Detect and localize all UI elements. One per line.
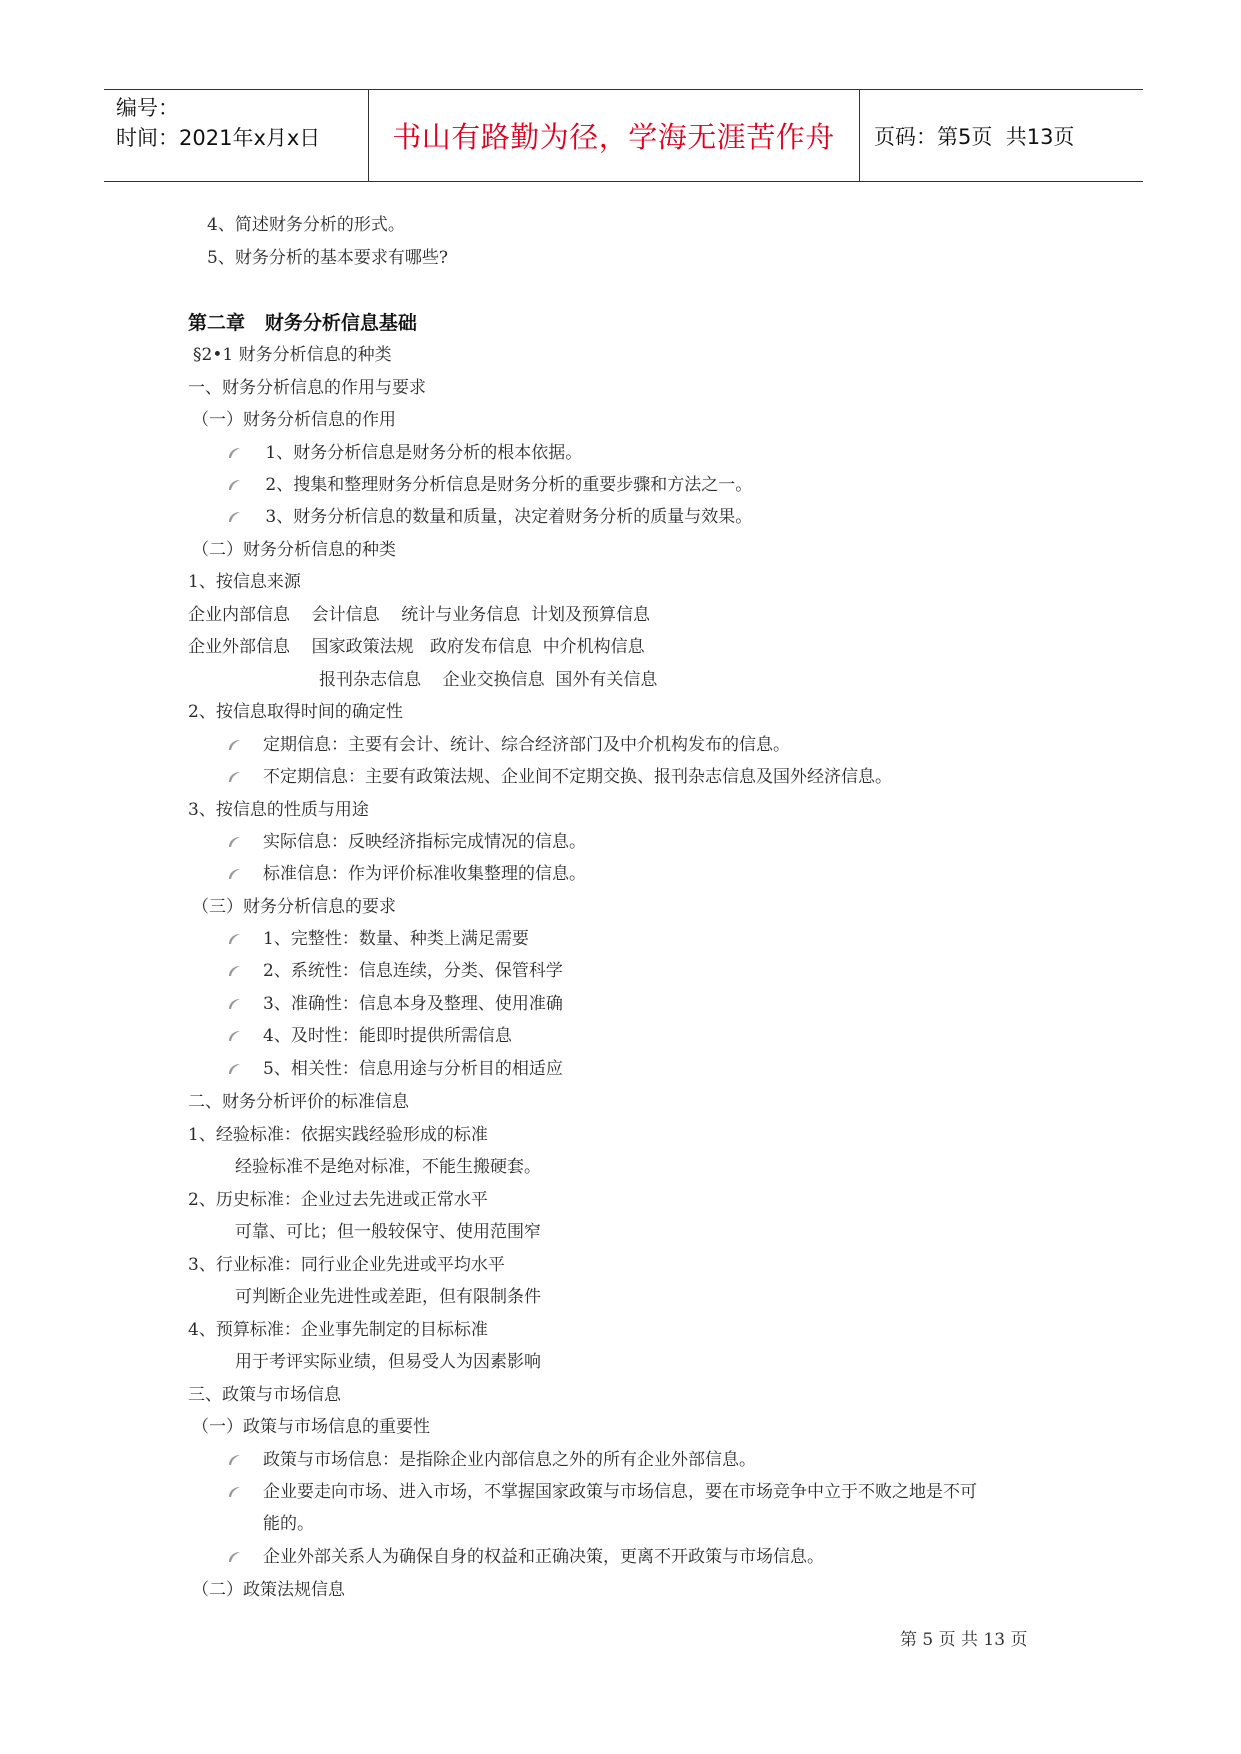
text-line: 3、行业标准：同行业企业先进或平均水平 — [188, 1255, 505, 1275]
bullet-icon — [226, 867, 241, 880]
text-line: 可靠、可比；但一般较保守、使用范围窄 — [235, 1222, 541, 1242]
bullet-icon — [226, 997, 241, 1010]
text-line: 三、政策与市场信息 — [188, 1385, 341, 1405]
section-heading: §2•1 财务分析信息的种类 — [193, 345, 392, 365]
text-line: 2、按信息取得时间的确定性 — [188, 702, 403, 722]
text-line: 2、历史标准：企业过去先进或正常水平 — [188, 1190, 488, 1210]
bullet-icon — [226, 835, 241, 848]
text-line: 1、按信息来源 — [188, 572, 301, 592]
bullet-item: 实际信息：反映经济指标完成情况的信息。 — [263, 832, 586, 852]
bullet-icon — [226, 932, 241, 945]
bullet-item: 企业外部关系人为确保自身的权益和正确决策，更离不开政策与市场信息。 — [263, 1547, 824, 1567]
bullet-item: 3、准确性：信息本身及整理、使用准确 — [263, 994, 563, 1014]
text-line: 企业内部信息 会计信息 统计与业务信息 计划及预算信息 — [188, 605, 651, 625]
bullet-item: 企业要走向市场、进入市场，不掌握国家政策与市场信息，要在市场竞争中立于不败之地是不可 — [263, 1482, 977, 1502]
text-line: 1、经验标准：依据实践经验形成的标准 — [188, 1125, 488, 1145]
header-page-label: 页码：第5页 共13页 — [874, 124, 1075, 149]
bullet-icon — [226, 1550, 241, 1563]
bullet-icon — [226, 1453, 241, 1466]
header-meta — [116, 93, 320, 153]
bullet-item: 定期信息：主要有会计、统计、综合经济部门及中介机构发布的信息。 — [263, 735, 790, 755]
text-line: 企业外部信息 国家政策法规 政府发布信息 中介机构信息 — [188, 637, 645, 657]
question-line: 5、财务分析的基本要求有哪些? — [207, 248, 448, 268]
question-line: 4、简述财务分析的形式。 — [207, 215, 405, 235]
header-divider — [859, 89, 860, 182]
text-line: 经验标准不是绝对标准，不能生搬硬套。 — [235, 1157, 541, 1177]
text-line: （三）财务分析信息的要求 — [192, 897, 396, 917]
header-number-label: 编号： — [116, 96, 179, 120]
text-line: 可判断企业先进性或差距，但有限制条件 — [235, 1287, 541, 1307]
bullet-icon — [226, 1029, 241, 1042]
bullet-icon — [226, 446, 241, 459]
bullet-item: 标准信息：作为评价标准收集整理的信息。 — [263, 864, 586, 884]
page-header — [104, 89, 1143, 182]
text-line: 一、财务分析信息的作用与要求 — [188, 378, 426, 398]
text-line: （一）政策与市场信息的重要性 — [192, 1417, 430, 1437]
bullet-item: 5、相关性：信息用途与分析目的相适应 — [263, 1059, 563, 1079]
bullet-item: 2、系统性：信息连续，分类、保管科学 — [263, 961, 563, 981]
bullet-item: 政策与市场信息：是指除企业内部信息之外的所有企业外部信息。 — [263, 1450, 756, 1470]
header-time-label: 时间：2021年x月x日 — [116, 126, 321, 150]
text-line: 二、财务分析评价的标准信息 — [188, 1092, 409, 1112]
text-line: （二）政策法规信息 — [192, 1580, 345, 1600]
bullet-icon — [226, 964, 241, 977]
bullet-item: 不定期信息：主要有政策法规、企业间不定期交换、报刊杂志信息及国外经济信息。 — [263, 767, 892, 787]
bullet-item: 1、完整性：数量、种类上满足需要 — [263, 929, 529, 949]
bullet-icon — [226, 770, 241, 783]
bullet-item: 3、财务分析信息的数量和质量，决定着财务分析的质量与效果。 — [260, 507, 753, 527]
bullet-item: 2、搜集和整理财务分析信息是财务分析的重要步骤和方法之一。 — [260, 475, 753, 495]
text-line: 3、按信息的性质与用途 — [188, 800, 369, 820]
bullet-item-continuation: 能的。 — [263, 1514, 314, 1534]
bullet-item: 1、财务分析信息是财务分析的根本依据。 — [260, 443, 583, 463]
text-line: （一）财务分析信息的作用 — [192, 410, 396, 430]
bullet-icon — [226, 510, 241, 523]
bullet-icon — [226, 738, 241, 751]
bullet-icon — [226, 1485, 241, 1498]
text-line: （二）财务分析信息的种类 — [192, 540, 396, 560]
bullet-icon — [226, 1062, 241, 1075]
chapter-heading: 第二章 财务分析信息基础 — [188, 312, 417, 334]
text-line: 用于考评实际业绩，但易受人为因素影响 — [235, 1352, 541, 1372]
text-line: 报刊杂志信息 企业交换信息 国外有关信息 — [319, 670, 658, 690]
header-motto: 书山有路勤为径，学海无涯苦作舟 — [392, 120, 835, 154]
page-footer: 第 5 页 共 13 页 — [900, 1630, 1028, 1650]
bullet-item: 4、及时性：能即时提供所需信息 — [263, 1026, 512, 1046]
bullet-icon — [226, 478, 241, 491]
text-line: 4、预算标准：企业事先制定的目标标准 — [188, 1320, 488, 1340]
